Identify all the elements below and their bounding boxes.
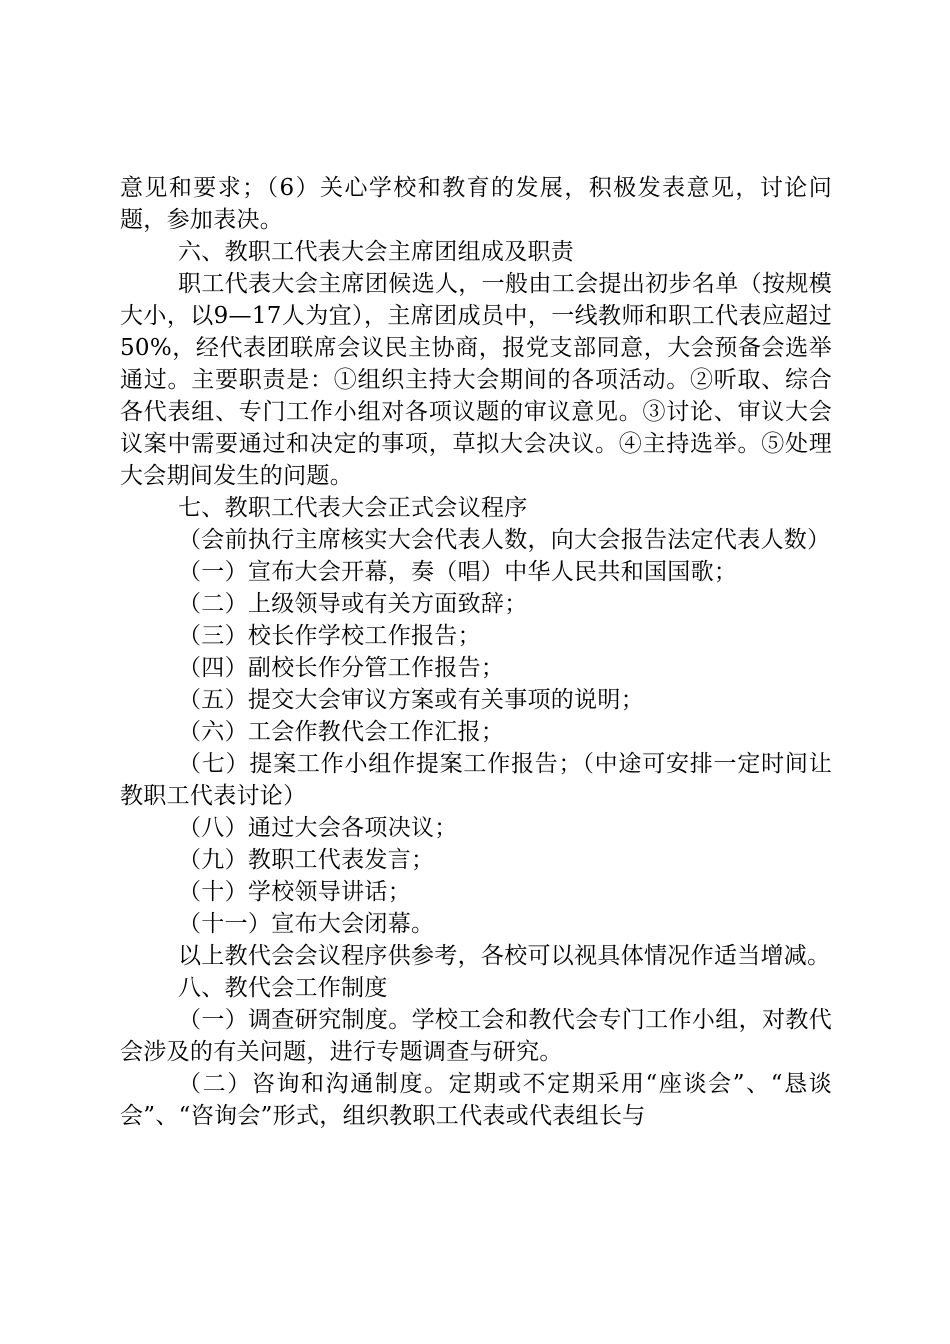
document-page: [120, 172, 832, 1132]
procedure-step: （十）学校领导讲话；: [178, 879, 411, 905]
paragraph-reference-note: 以上教代会会议程序供参考，各校可以视具体情况作适当增减。: [178, 943, 831, 969]
paragraph-consultation-system: （二）咨询和沟通制度。定期或不定期采用“座谈会”、“恳谈会”、“咨询会”形式，组织教职工代表或代表组长与: [120, 1071, 832, 1129]
paragraph-continuation: 意见和要求；（6）关心学校和教育的发展，积极发表意见，讨论问题，参加表决。: [120, 175, 832, 233]
procedure-step: （九）教职工代表发言；: [178, 847, 435, 873]
procedure-step: （五）提交大会审议方案或有关事项的说明；: [178, 687, 644, 713]
procedure-step: （一）宣布大会开幕，奏（唱）中华人民共和国国歌；: [178, 559, 738, 585]
section-heading-6: 六、教职工代表大会主席团组成及职责: [178, 239, 575, 265]
procedure-step: （二）上级领导或有关方面致辞；: [178, 591, 528, 617]
paragraph-presidium: 职工代表大会主席团候选人，一般由工会提出初步名单（按规模大小，以9—17人为宜），主席团成员中，一线教师和职工代表应超过50%，经代表团联席会议民主协商，报党支部同意，大会预备会选举通过。主要职责是：①组织主持大会期间的各项活动。②听取、综合各代表组、专门工作小组对各项议题的审议意见。③讨论、审议大会议案中需要通过和决定的事项，草拟大会决议。④主持选举。⑤处理大会期间发生的问题。: [120, 271, 832, 489]
procedure-step: （八）通过大会各项决议；: [178, 815, 458, 841]
paragraph-pre-meeting-note: （会前执行主席核实大会代表人数，向大会报告法定代表人数）: [178, 527, 831, 553]
section-heading-8: 八、教代会工作制度: [178, 975, 388, 1001]
section-heading-7: 七、教职工代表大会正式会议程序: [178, 495, 528, 521]
procedure-step: （四）副校长作分管工作报告；: [178, 655, 505, 681]
paragraph-research-system: （一）调查研究制度。学校工会和教代会专门工作小组，对教代会涉及的有关问题，进行专题调查与研究。: [120, 1007, 832, 1065]
procedure-step: （十一）宣布大会闭幕。: [178, 911, 435, 937]
procedure-step: （七）提案工作小组作提案工作报告；（中途可安排一定时间让教职工代表讨论）: [120, 751, 832, 809]
procedure-step: （三）校长作学校工作报告；: [178, 623, 481, 649]
procedure-step: （六）工会作教代会工作汇报；: [178, 719, 505, 745]
